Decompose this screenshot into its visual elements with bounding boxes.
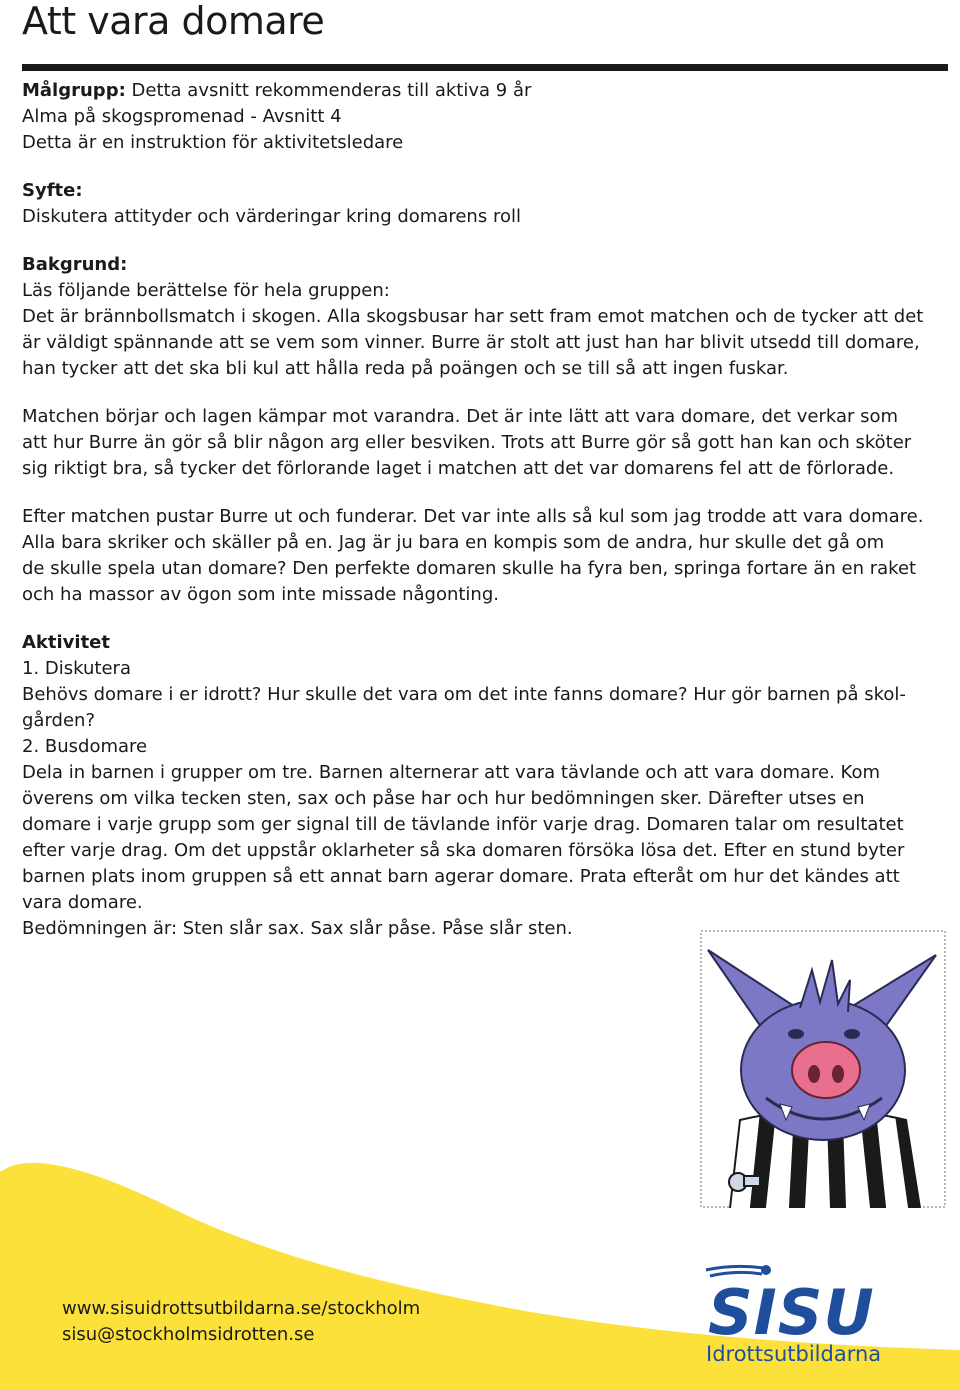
story-line: Efter matchen pustar Burre ut och funderar. Det var inte alls så kul som jag trodde att vara domare. — [22, 506, 924, 527]
bakgrund-intro: Läs följande berättelse för hela gruppen: — [22, 280, 390, 301]
footer — [0, 1150, 960, 1389]
story-line: de skulle spela utan domare? Den perfekte domaren skulle ha fyra ben, springa fortare än en raket — [22, 558, 917, 579]
logo-subtitle: Idrottsutbildarna — [706, 1342, 882, 1366]
sisu-logo — [704, 1262, 944, 1372]
aktivitet-line: domare i varje grupp som ger signal till de tävlande inför varje drag. Domaren talar om resultatet — [22, 814, 904, 835]
syfte-heading: Syfte: — [22, 180, 83, 201]
page-title: Att vara domare — [22, 0, 325, 43]
bakgrund-heading: Bakgrund: — [22, 254, 128, 275]
story-line: sig riktigt bra, så tycker det förlorande laget i matchen att det var domarens fel att de förlorade. — [22, 458, 895, 479]
malgrupp-line-3: Detta är en instruktion för aktivitetsledare — [22, 132, 404, 153]
contact-info — [62, 1296, 420, 1348]
story-line: Det är brännbollsmatch i skogen. Alla skogsbusar har sett fram emot matchen och de tycker att det — [22, 306, 924, 327]
aktivitet-line: Behövs domare i er idrott? Hur skulle det vara om det inte fanns domare? Hur gör barnen på skol- — [22, 684, 906, 705]
aktivitet-line: gården? — [22, 710, 96, 731]
malgrupp-text: Detta avsnitt rekommenderas till aktiva 9 år — [125, 80, 532, 101]
logo-word: SISU — [708, 1276, 875, 1349]
aktivitet-item-2-title: 2. Busdomare — [22, 736, 148, 757]
aktivitet-line: vara domare. — [22, 892, 143, 913]
malgrupp-line — [22, 78, 957, 104]
aktivitet-line: efter varje drag. Om det uppstår oklarheter så ska domaren försöka lösa det. Efter en stund byter — [22, 840, 905, 861]
aktivitet-line: överens om vilka tecken sten, sax och påse har och hur bedömningen sker. Därefter utses en — [22, 788, 865, 809]
story-line: Matchen börjar och lagen kämpar mot varandra. Det är inte lätt att vara domare, det verkar som — [22, 406, 899, 427]
website-link[interactable]: www.sisuidrottsutbildarna.se/stockholm — [62, 1298, 421, 1319]
malgrupp-label: Målgrupp: — [22, 80, 126, 101]
aktivitet-heading: Aktivitet — [22, 632, 110, 653]
syfte-text: Diskutera attityder och värderingar kring domarens roll — [22, 206, 521, 227]
story-line: han tycker att det ska bli kul att hålla reda på poängen och se till så att ingen fuskar. — [22, 358, 789, 379]
aktivitet-line: barnen plats inom gruppen så ett annat barn agerar domare. Prata efteråt om hur det kändes att — [22, 866, 900, 887]
story-line: att hur Burre än gör så blir någon arg eller besviken. Trots att Burre gör så gott han kan och sköter — [22, 432, 912, 453]
aktivitet-rule: Bedömningen är: Sten slår sax. Sax slår påse. Påse slår sten. — [22, 918, 573, 939]
document-body — [22, 78, 957, 942]
email-link[interactable]: sisu@stockholmsidrotten.se — [62, 1324, 315, 1345]
title-rule — [22, 64, 948, 71]
story-line: är väldigt spännande att se vem som vinner. Burre är stolt att just han har blivit utsedd till domare, — [22, 332, 920, 353]
aktivitet-item-1-title: 1. Diskutera — [22, 658, 131, 679]
aktivitet-line: Dela in barnen i grupper om tre. Barnen alternerar att vara tävlande och att vara domare. Kom — [22, 762, 881, 783]
malgrupp-line-2: Alma på skogspromenad - Avsnitt 4 — [22, 106, 342, 127]
story-line: Alla bara skriker och skäller på en. Jag är ju bara en kompis som de andra, hur skulle det gå om — [22, 532, 885, 553]
story-line: och ha massor av ögon som inte missade någonting. — [22, 584, 499, 605]
